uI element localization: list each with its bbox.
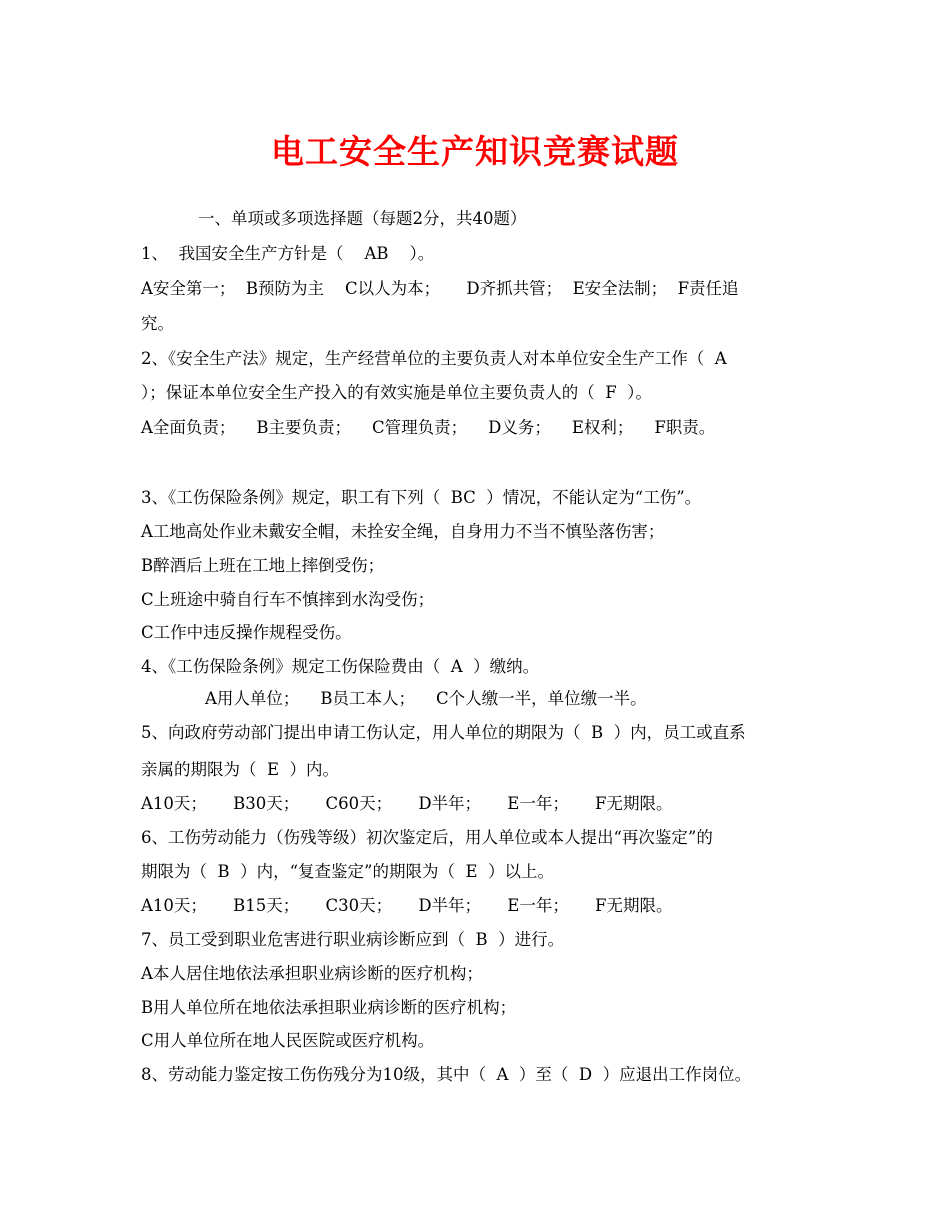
question-6: 6、工伤劳动能力（伤残等级）初次鉴定后，用人单位或本人提出“再次鉴定”的 — [141, 828, 713, 847]
question-7: 7、员工受到职业危害进行职业病诊断应到（ B ）进行。 — [141, 930, 565, 949]
question-2-options: A全面负责； B主要负责； C管理负责； D义务； E权利； F职责。 — [141, 418, 716, 437]
question-3-option-b: B醉酒后上班在工地上摔倒受伤； — [141, 556, 385, 575]
question-6-options: A10天； B15天； C30天； D半年； E一年； F无期限。 — [141, 896, 673, 915]
question-1-options: A安全第一； B预防为主 C以人为本； D齐抓共管； E安全法制； F责任追 — [141, 279, 739, 298]
question-1: 1、 我国安全生产方针是（ AB ）。 — [141, 244, 435, 263]
question-2-cont: ）；保证本单位安全生产投入的有效实施是单位主要负责人的（ F ）。 — [141, 383, 652, 402]
question-3-option-a: A工地高处作业未戴安全帽，未拴安全绳，自身用力不当不慎坠落伤害； — [141, 522, 665, 541]
question-5: 5、向政府劳动部门提出申请工伤认定，用人单位的期限为（ B ）内，员工或直系 — [141, 723, 746, 742]
question-6-cont: 期限为（ B ）内，“复查鉴定”的期限为（ E ）以上。 — [141, 862, 554, 881]
question-7-option-a: A本人居住地依法承担职业病诊断的医疗机构； — [141, 964, 483, 983]
question-8: 8、劳动能力鉴定按工伤伤残分为10级，其中（ A ）至（ D ）应退出工作岗位。 — [141, 1065, 752, 1084]
question-3: 3、《工伤保险条例》规定，职工有下列（ BC ）情况，不能认定为“工伤”。 — [141, 488, 702, 507]
question-7-option-c: C用人单位所在地人民医院或医疗机构。 — [141, 1031, 435, 1050]
question-4: 4、《工伤保险条例》规定工伤保险费由（ A ）缴纳。 — [141, 657, 540, 676]
question-3-option-c: C上班途中骑自行车不慎摔到水沟受伤； — [141, 590, 435, 609]
section-heading: 一、单项或多项选择题（每题2分，共40题） — [198, 209, 527, 228]
question-4-options: A用人单位； B员工本人； C个人缴一半，单位缴一半。 — [205, 689, 647, 708]
question-2: 2、《安全生产法》规定，生产经营单位的主要负责人对本单位安全生产工作（ A — [141, 349, 727, 368]
question-3-option-c2: C工作中违反操作规程受伤。 — [141, 623, 352, 642]
question-7-option-b: B用人单位所在地依法承担职业病诊断的医疗机构； — [141, 998, 517, 1017]
page-title: 电工安全生产知识竞赛试题 — [271, 132, 679, 171]
question-5-options: A10天； B30天； C60天； D半年； E一年； F无期限。 — [141, 794, 673, 813]
question-1-options-cont: 究。 — [141, 314, 174, 333]
question-5-cont: 亲属的期限为（ E ）内。 — [141, 760, 340, 779]
